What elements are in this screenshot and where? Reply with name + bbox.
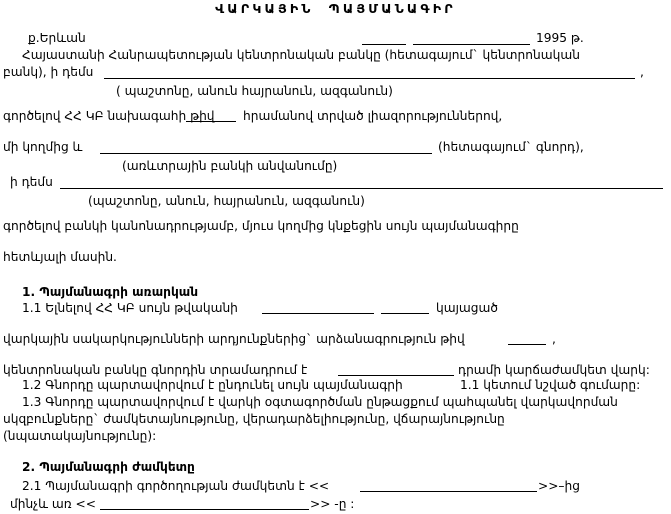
clause-1-2-part-b: 1.1 կետում նշված գումարը: xyxy=(460,378,641,392)
clause-1-3-part-b: սկզբունքները` ժամկետայնությունը, վերադարձելիությունը, վճարայնությունը xyxy=(3,412,505,426)
term-end-date-blank[interactable] xyxy=(100,509,309,510)
clause-2-1-part-b: >>–ից xyxy=(538,479,580,493)
clause-1-1-number-blank[interactable] xyxy=(381,313,429,314)
section-1-heading: 1. Պայմանագրի առարկան xyxy=(22,285,199,299)
caption-bank-name: (առևտրային բանկի անվանումը) xyxy=(122,159,338,173)
caption-person-2: (պաշտոնը, անուն, հայրանուն, ազգանուն) xyxy=(88,194,365,208)
clause-1-3-part-c: (նպատակայնությունը): xyxy=(3,429,157,443)
clause-1-3-part-a: 1.3 Գնորդը պարտավորվում է վարկի օգտագործման ընթացքում պահպանել վարկավորման xyxy=(22,395,618,409)
representative-name-blank-2[interactable] xyxy=(60,188,663,189)
protocol-number-blank[interactable] xyxy=(508,344,546,345)
clause-one-party-suffix: (հետագայում` գնորդ), xyxy=(438,140,584,154)
clause-1-1-part-b: կայացած xyxy=(436,301,498,315)
document-title: ՎԱՐԿԱՅԻՆ ՊԱՅՄԱՆԱԳԻՐ xyxy=(215,1,456,16)
date-day-blank[interactable] xyxy=(362,44,406,45)
year-label: 1995 թ. xyxy=(536,31,584,45)
clause-decree-line-prefix: գործելով ՀՀ ԿԲ նախագահի թիվ xyxy=(3,109,215,123)
loan-amount-blank[interactable] xyxy=(338,375,454,376)
place-label: ք.Երևան xyxy=(28,31,86,45)
clause-1-2-part-a: 1.2 Գնորդը պարտավորվում է ընդունել սույն պայմանագրի xyxy=(22,378,403,392)
clause-2-1-part-a: 2.1 Պայմանագրի գործողության ժամկետն է << xyxy=(22,479,330,493)
clause-1-1-part-f: դրամի կարճաժամկետ վարկ: xyxy=(458,363,650,377)
intro-trailing-comma: , xyxy=(640,65,644,79)
intro-line-2: բանկ), ի դեմս xyxy=(3,65,94,79)
clause-charter-line: գործելով բանկի կանոնադրությամբ, մյուս կողմից կնքեցին սույն պայմանագիրը xyxy=(3,219,519,233)
clause-following-line: հետևյալի մասին. xyxy=(3,250,117,264)
clause-1-1-part-a: 1.1 Ելնելով ՀՀ ԿԲ սույն թվականի xyxy=(22,301,238,315)
clause-1-1-date-blank[interactable] xyxy=(262,313,374,314)
clause-1-1-part-d: , xyxy=(552,332,556,346)
commercial-bank-name-blank[interactable] xyxy=(100,153,432,154)
clause-representative-prefix: ի դեմս xyxy=(10,175,53,189)
caption-person-1: ( պաշտոնը, անուն հայրանուն, ազգանուն) xyxy=(116,84,393,98)
clause-1-1-part-c: վարկային սակարկությունների արդյունքներից` արձանագրություն թիվ xyxy=(3,332,465,346)
decree-number-blank[interactable] xyxy=(186,121,236,122)
representative-name-blank-1[interactable] xyxy=(104,78,635,79)
clause-1-1-part-e: կենտրոնական բանկը գնորդին տրամադրում է xyxy=(3,363,308,377)
section-2-heading: 2. Պայմանագրի ժամկետը xyxy=(22,460,195,474)
clause-one-party-prefix: մի կողմից և xyxy=(3,140,83,154)
clause-decree-line-suffix: հրամանով տրված լիազորություններով, xyxy=(243,109,503,123)
date-month-blank[interactable] xyxy=(413,44,530,45)
intro-line-1: Հայաստանի Հանրապետության կենտրոնական բանկը (հետագայում` կենտրոնական xyxy=(22,48,580,62)
term-start-date-blank[interactable] xyxy=(360,491,537,492)
clause-2-1-part-d: >> -ը : xyxy=(310,497,355,511)
clause-2-1-part-c: մինչև առ << xyxy=(10,497,96,511)
